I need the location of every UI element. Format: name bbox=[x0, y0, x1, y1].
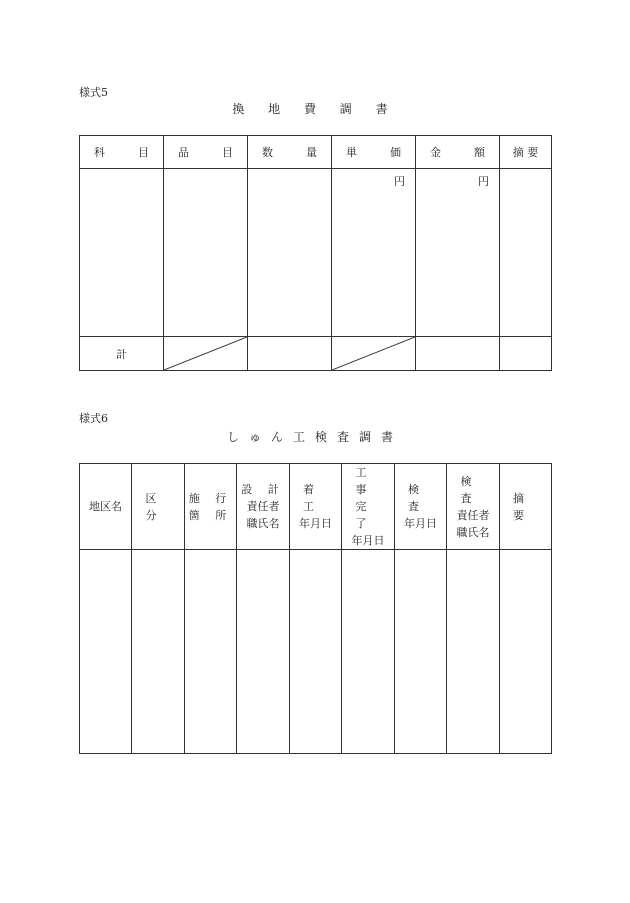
header-site: 施 行 箇 所 bbox=[185, 464, 237, 550]
header-division: 区 分 bbox=[132, 464, 185, 550]
form5-label: 様式5 bbox=[79, 86, 108, 99]
form5-title: 換 地 費 調 書 bbox=[232, 102, 398, 116]
form6-header-row bbox=[80, 464, 552, 550]
total-label: 計 bbox=[80, 337, 164, 371]
cell-completion-date[interactable] bbox=[342, 550, 395, 754]
total-unit-price-slash bbox=[332, 337, 416, 371]
cell-account[interactable] bbox=[80, 169, 164, 337]
amount-yen: 円 bbox=[478, 175, 489, 188]
header-area-name: 地区名 bbox=[80, 464, 132, 550]
cell-area-name[interactable] bbox=[80, 550, 132, 754]
header-quantity: 数 量 bbox=[248, 136, 332, 169]
header-inspector: 検 査 責任者 職氏名 bbox=[447, 464, 500, 550]
form6-label: 様式6 bbox=[79, 412, 108, 425]
header-remarks-6: 摘 要 bbox=[500, 464, 552, 550]
header-remarks: 摘 要 bbox=[500, 136, 552, 169]
header-inspection-date: 検 査 年月日 bbox=[395, 464, 447, 550]
cell-quantity[interactable] bbox=[248, 169, 332, 337]
cell-remarks-6[interactable] bbox=[500, 550, 552, 754]
header-account: 科 目 bbox=[80, 136, 164, 169]
cell-inspector[interactable] bbox=[447, 550, 500, 754]
total-quantity[interactable] bbox=[248, 337, 332, 371]
header-completion-date: 工 事 完 了 年月日 bbox=[342, 464, 395, 550]
cell-inspection-date[interactable] bbox=[395, 550, 447, 754]
cell-item[interactable] bbox=[164, 169, 248, 337]
header-amount: 金 額 bbox=[416, 136, 500, 169]
cell-start-date[interactable] bbox=[290, 550, 342, 754]
form5-body-row bbox=[80, 169, 552, 337]
header-unit-price: 単 価 bbox=[332, 136, 416, 169]
cell-unit-price[interactable] bbox=[332, 169, 416, 337]
form5-table bbox=[79, 135, 552, 371]
form6-body-row bbox=[80, 550, 552, 754]
total-remarks[interactable] bbox=[500, 337, 552, 371]
total-item-slash bbox=[164, 337, 248, 371]
header-item: 品 目 bbox=[164, 136, 248, 169]
cell-amount[interactable] bbox=[416, 169, 500, 337]
form5-total-row bbox=[80, 337, 552, 371]
form6-table bbox=[79, 463, 552, 754]
unit-price-yen: 円 bbox=[394, 175, 405, 188]
cell-site[interactable] bbox=[185, 550, 237, 754]
cell-division[interactable] bbox=[132, 550, 185, 754]
header-designer: 設 計 責任者 職氏名 bbox=[237, 464, 290, 550]
total-amount[interactable] bbox=[416, 337, 500, 371]
cell-designer[interactable] bbox=[237, 550, 290, 754]
form5-header-row bbox=[80, 136, 552, 169]
header-start-date: 着 工 年月日 bbox=[290, 464, 342, 550]
form6-title: しゅん工検査調書 bbox=[226, 430, 403, 444]
cell-remarks[interactable] bbox=[500, 169, 552, 337]
